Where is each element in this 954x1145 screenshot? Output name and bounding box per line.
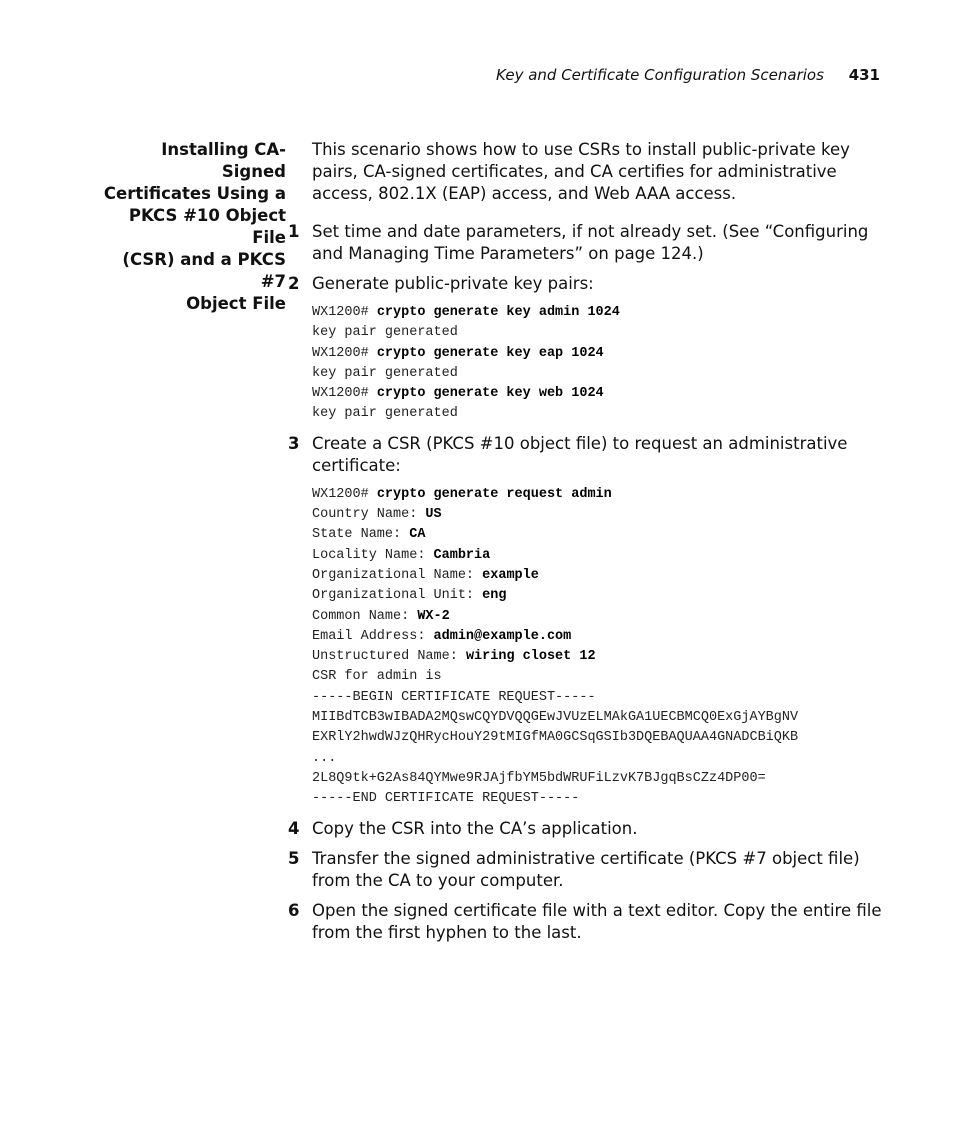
code-command: US (425, 507, 442, 523)
page-header (496, 66, 880, 84)
page-number: 431 (848, 66, 880, 84)
code-text: CSR for admin is (312, 669, 442, 685)
code-text: key pair generated (312, 325, 458, 341)
section-heading-line: PKCS #10 Object File (128, 206, 286, 247)
code-line (312, 566, 890, 586)
code-text: Unstructured Name: (312, 649, 466, 665)
code-line (312, 384, 890, 404)
code-line (312, 769, 890, 789)
code-command: Cambria (433, 547, 491, 563)
step-number: 4 (288, 818, 300, 838)
code-command: admin@example.com (433, 628, 572, 644)
code-text: Country Name: (312, 507, 426, 523)
section-heading-line: Object File (186, 294, 286, 313)
section-heading-line: Installing CA-Signed (161, 140, 286, 181)
code-line (312, 404, 890, 424)
code-line (312, 586, 890, 606)
code-line (312, 344, 890, 364)
code-command: CA (409, 527, 426, 543)
section-heading-line: Certificates Using a (103, 184, 286, 203)
step-6 (288, 900, 890, 944)
code-line (312, 667, 890, 687)
code-line (312, 364, 890, 384)
code-command: crypto generate request admin (376, 486, 612, 502)
step-text: Transfer the signed administrative certificate (PKCS #7 object file) from the CA to your computer. (312, 848, 860, 890)
code-line (312, 546, 890, 566)
section-heading (100, 139, 286, 315)
code-command: crypto generate key web 1024 (376, 386, 604, 402)
code-command: crypto generate key admin 1024 (376, 305, 620, 320)
code-line (312, 789, 890, 809)
code-line (312, 323, 890, 343)
code-text: Locality Name: (312, 547, 434, 563)
code-text: WX1200# (312, 305, 377, 320)
code-command: crypto generate key eap 1024 (376, 345, 604, 361)
code-text: EXRlY2hwdWJzQHRycHouY29tMIGfMA0GCSqGSIb3DQEBAQUAA4GNADCBiQKB (312, 730, 799, 746)
step-number: 1 (288, 222, 300, 241)
step-5 (288, 848, 890, 892)
code-line (312, 303, 890, 323)
code-text: MIIBdTCB3wIBADA2MQswCQYDVQQGEwJVUzELMAkGA1UECBMCQ0ExGjAYBgNV (312, 710, 799, 726)
step-4 (288, 818, 890, 840)
step-text: Set time and date parameters, if not already set. (See “Configuring and Managing Time Parameters” on page 124.) (312, 222, 869, 263)
code-command: example (482, 567, 539, 583)
code-text: Common Name: (312, 608, 418, 624)
code-text: Email Address: (312, 628, 434, 644)
code-line (312, 688, 890, 708)
code-text: Organizational Name: (312, 567, 483, 583)
step-2 (288, 273, 890, 295)
code-line (312, 525, 890, 545)
code-command: wiring closet 12 (465, 649, 596, 665)
section-heading-line: (CSR) and a PKCS #7 (122, 250, 286, 291)
code-text: key pair generated (312, 365, 458, 381)
code-line (312, 627, 890, 647)
code-block-keygen (312, 303, 890, 425)
code-line (312, 607, 890, 627)
step-text: Open the signed certificate file with a text editor. Copy the entire file from the first hyphen to the last. (312, 900, 882, 942)
step-3 (288, 433, 890, 477)
code-line (312, 708, 890, 728)
code-line (312, 505, 890, 525)
step-number: 3 (288, 433, 300, 453)
code-text: key pair generated (312, 406, 458, 422)
code-command: WX-2 (417, 608, 450, 624)
code-text: ... (312, 750, 337, 766)
intro-paragraph: This scenario shows how to use CSRs to install public-private key pairs, CA-signed certificates, and CA certifies for administrative access, 802.1X (EAP) access, and Web AAA access. (312, 140, 850, 203)
code-text: -----END CERTIFICATE REQUEST----- (312, 791, 580, 807)
step-number: 5 (288, 848, 300, 868)
step-text: Create a CSR (PKCS #10 object file) to request an administrative certificate: (312, 433, 848, 475)
step-number: 6 (288, 900, 300, 920)
code-text: State Name: (312, 527, 410, 543)
step-number: 2 (288, 274, 300, 293)
code-line (312, 728, 890, 748)
step-1 (288, 221, 890, 265)
section-body (288, 139, 890, 952)
code-text: Organizational Unit: (312, 588, 483, 604)
step-text: Copy the CSR into the CA’s application. (312, 818, 638, 838)
code-block-csr (312, 485, 890, 810)
code-line (312, 749, 890, 769)
code-line (312, 647, 890, 667)
code-text: -----BEGIN CERTIFICATE REQUEST----- (312, 689, 596, 705)
code-text: 2L8Q9tk+G2As84QYMwe9RJAjfbYM5bdWRUFiLzvK7BJgqBsCZz4DP00= (312, 770, 766, 786)
code-line (312, 485, 890, 505)
step-text: Generate public-private key pairs: (312, 274, 594, 293)
code-command: eng (482, 588, 507, 604)
code-text: WX1200# (312, 486, 377, 502)
code-text: WX1200# (312, 345, 377, 361)
code-text: WX1200# (312, 386, 377, 402)
running-title: Key and Certificate Configuration Scenarios (496, 66, 824, 84)
